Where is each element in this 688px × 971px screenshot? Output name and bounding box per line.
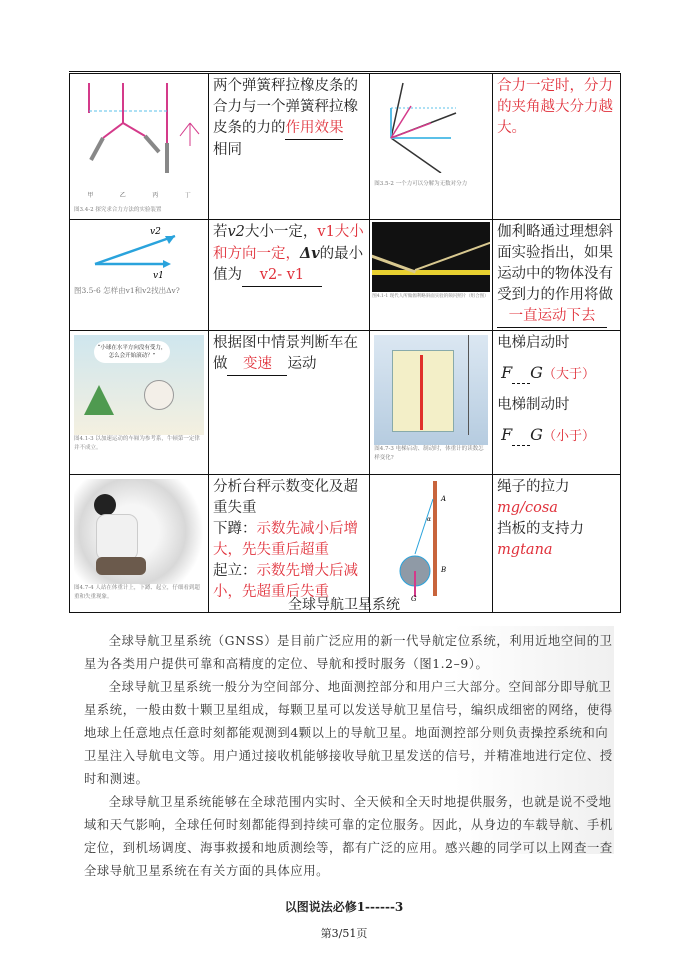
squat-label: 下蹲： (212, 521, 257, 537)
table-row (70, 331, 621, 475)
statement-text: 运动 (287, 356, 317, 372)
label-bing: 丙 (152, 192, 159, 199)
header-rule (69, 71, 620, 72)
force-decomposition-figure (370, 74, 493, 220)
statement-cell (208, 331, 369, 475)
label-ding: 丁 (184, 192, 191, 199)
weight-G: G (530, 425, 543, 444)
condition-text: v1大小和方向一定， (212, 224, 364, 262)
elevator-figure (370, 331, 493, 475)
answer-blank: 作用效果 (285, 118, 343, 140)
conclusion-cell: 合力一定时，分力的夹角越大分力越大。 (493, 74, 621, 220)
gnss-passage (80, 626, 614, 878)
figure-caption: 图4.7-3 电梯启动、制动时，体重计的读数怎样变化? (374, 446, 484, 461)
point-B-label: B (441, 566, 447, 574)
board-support-answer: mgtana (497, 542, 553, 558)
answer-blank: 变速 (227, 354, 287, 376)
force-cell (493, 475, 621, 613)
angle-label: α (427, 516, 432, 523)
galileo-photo (370, 220, 493, 331)
force-F: F (501, 425, 513, 444)
statement-text: 若 (212, 224, 228, 240)
cartoon-image (74, 335, 204, 435)
paragraph: 全球导航卫星系统能够在全球范围内实时、全天候和全天时地提供服务，也就是说不受地域和天气影响，全球任何时刻都能得到持续可靠的定位服务。因此，从身边的车载导航、手机定位，到机场调度、海事救援和地质测绘等，都有广泛的应用。感兴趣的同学可以上网查一查全球导航卫星系统在有关方面的具体应用。 (84, 795, 613, 878)
figure-table (69, 73, 621, 613)
statement-cell (208, 74, 369, 220)
label-yi: 乙 (119, 192, 126, 199)
spring-scale-figure (70, 74, 209, 220)
statement-text: 的最小值为 (212, 246, 364, 283)
figure-caption: 图4.7-4 人站在体重计上，下蹲、起立，仔细看到超重和失重现象。 (74, 585, 200, 600)
statement-text: 两个弹簧秤拉橡皮条的合力与一个弹簧秤拉橡皮条的力的 (212, 78, 358, 136)
weight-G: G (530, 363, 543, 382)
cartoon-figure (70, 331, 209, 475)
start-answer: （大于） (542, 367, 595, 382)
rope-tension-answer: mg/cosa (497, 500, 558, 516)
velocity-figure (70, 220, 209, 331)
weight-G-label: G (411, 595, 417, 601)
elevator-brake-label: 电梯制动时 (497, 397, 570, 413)
scale-photo-figure (70, 475, 209, 613)
label-jia: 甲 (87, 192, 94, 199)
rope-tension-label: 绳子的拉力 (497, 479, 570, 495)
velocity-vectors-diagram (75, 224, 203, 279)
v1-label: v1 (152, 271, 164, 279)
page-number: 第3/51页 (320, 927, 368, 940)
elevator-start-label: 电梯启动时 (497, 335, 570, 351)
paragraph: 全球导航卫星系统（GNSS）是目前广泛应用的新一代导航定位系统，利用近地空间的卫星为各类用户提供可靠和高精度的定位、导航和授时服务（图1.2–9）。 (84, 634, 613, 671)
answer-blank: v2- v1 (242, 265, 322, 287)
statement-text: 大小一定， (244, 224, 318, 240)
conclusion-text: 伽利略通过理想斜面实验指出，如果运动中的物体没有受到力的作用将做 (497, 224, 614, 303)
ball-on-wall-diagram (381, 479, 481, 601)
board-support-label: 挡板的支持力 (497, 521, 585, 537)
force-F: F (501, 363, 513, 382)
point-A-label: A (441, 495, 447, 503)
paragraph: 全球导航卫星系统一般分为空间部分、地面测控部分和用户三大部分。空间部分即导航卫星系统，一般由数十颗卫星组成，每颗卫星可以发送导航卫星信号，编织成细密的网络，使得地球上任意地点任意时刻都能观测到4颗以上的导航卫星。地面测控部分则负责操控系统和向卫星注入导航电文等。用户通过接收机能够接收导航卫星发送的信号，并精准地进行定位、授时和测速。 (84, 680, 613, 786)
figure-caption: 图3.4-2 探究求合力方法的实验装置 (74, 207, 162, 213)
math-delta-v: Δv (299, 245, 320, 262)
brake-answer: （小于） (542, 429, 595, 444)
statement-text: 相同 (212, 142, 242, 158)
speech-bubble: “小球在水平方向没有受力，怎么会开始滚动？” (94, 341, 170, 363)
spring-scale-diagram (75, 78, 203, 178)
answer-blank: 一直运动下去 (497, 306, 607, 328)
statement-text: 根据图中情景判断车在做 (212, 335, 358, 372)
figure-caption: 图3.5-6 怎样由v1和v2找出Δv? (74, 286, 180, 295)
math-v2: v2 (227, 224, 245, 240)
stand-answer: 示数先增大后减小，先超重后失重 (212, 563, 358, 600)
squatting-photo (74, 479, 204, 584)
section-title: 全球导航卫星系统 (288, 597, 400, 613)
incline-photo (372, 222, 490, 292)
table-row (70, 74, 621, 220)
stand-label: 起立： (212, 563, 257, 579)
elevator-image (374, 335, 488, 445)
force-vectors-diagram (381, 78, 481, 173)
elevator-cell (493, 331, 621, 475)
table-row (70, 220, 621, 331)
conclusion-cell (493, 220, 621, 331)
figure-caption: 图3.5-2 一个力可以分解为无数对分力 (374, 181, 468, 187)
footer-title: 以图说法必修1------3 (284, 900, 404, 914)
table-row (70, 475, 621, 613)
v2-label: v2 (149, 227, 161, 237)
statement-text: 分析台秤示数变化及超重失重 (212, 479, 358, 516)
squat-answer: 示数先减小后增大，先失重后超重 (212, 521, 358, 558)
figure-caption: 图4.1-3 以加速运动的车厢为参考系，牛顿第一定律并不成立。 (74, 436, 200, 451)
statement-cell (208, 475, 369, 613)
statement-cell (208, 220, 369, 331)
ball-net-figure (370, 475, 493, 613)
figure-caption: 图4.1-1 现代人所做伽利略斜面实验的频闪照片（组合图） (372, 294, 489, 299)
